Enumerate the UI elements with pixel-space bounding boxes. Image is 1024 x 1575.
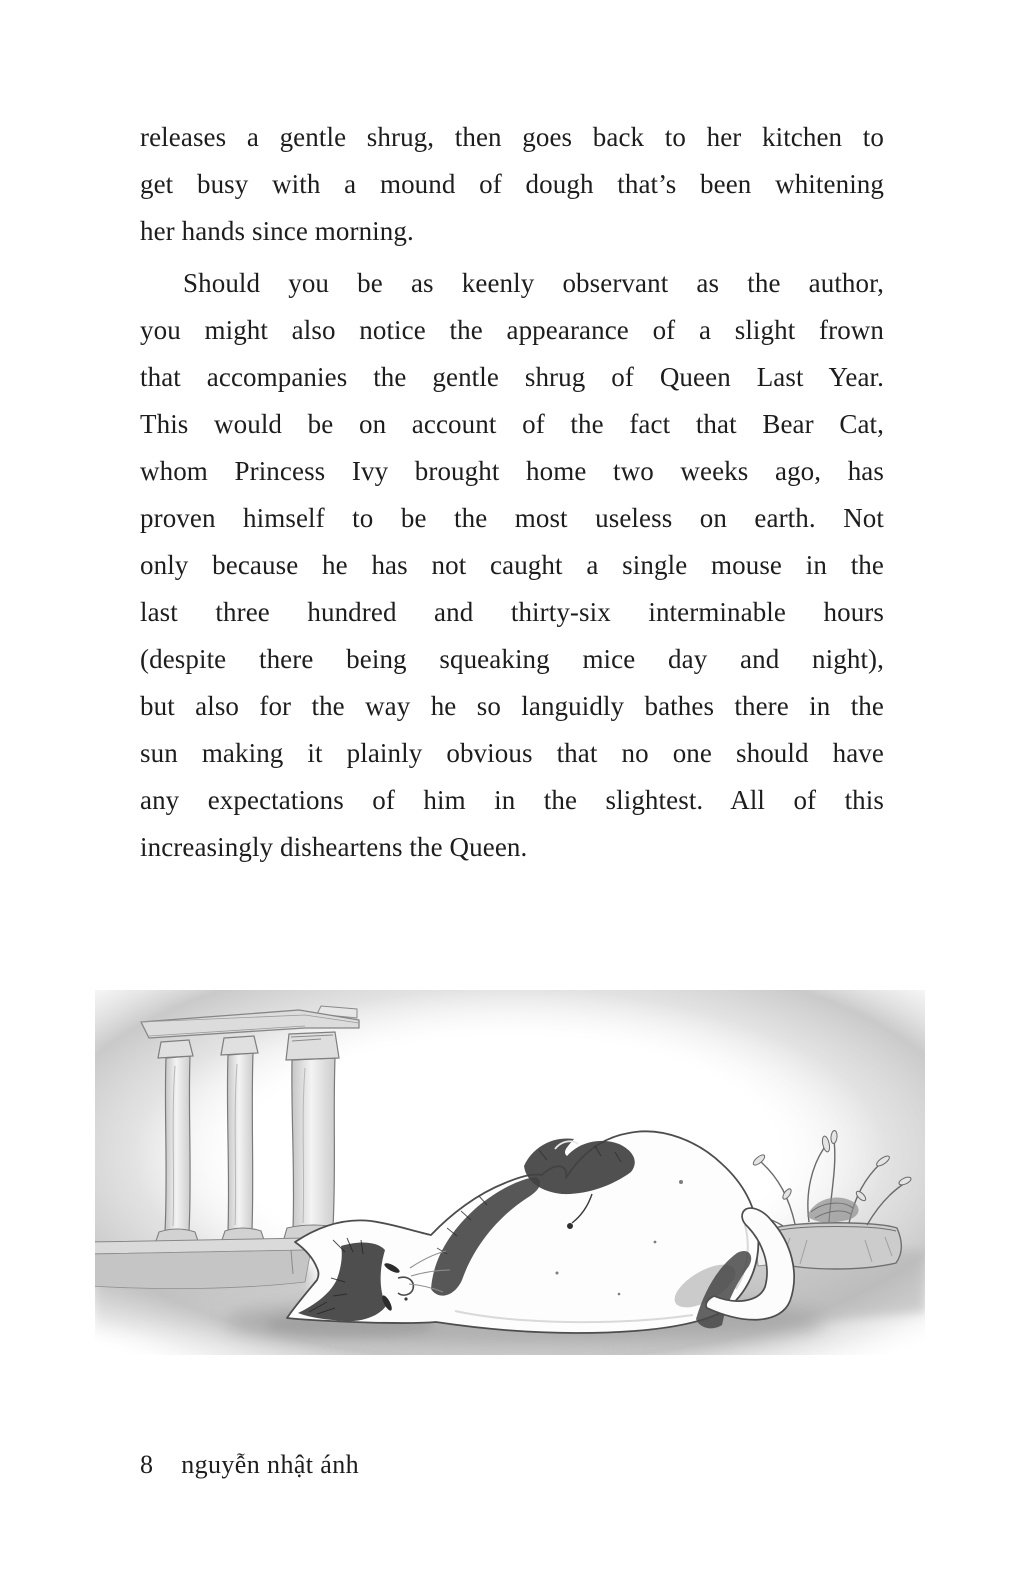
text-line: releases a gentle shrug, then goes back to her kitchen to xyxy=(140,122,884,152)
cat-illustration xyxy=(95,990,925,1355)
text-line: (despite there being squeaking mice day and night), xyxy=(140,644,884,674)
text-line: This would be on account of the fact that Bear Cat, xyxy=(140,409,884,439)
body-text xyxy=(140,114,884,871)
text-line: you might also notice the appearance of a slight frown xyxy=(140,315,884,345)
text-line: last three hundred and thirty-six interminable hours xyxy=(140,597,884,627)
text-line: sun making it plainly obvious that no one should have xyxy=(140,738,884,768)
page-number: 8 xyxy=(140,1450,154,1479)
text-line: that accompanies the gentle shrug of Queen Last Year. xyxy=(140,362,884,392)
text-line: increasingly disheartens the Queen. xyxy=(140,832,528,862)
text-line: proven himself to be the most useless on earth. Not xyxy=(140,503,884,533)
text-line: get busy with a mound of dough that’s been whitening xyxy=(140,169,884,199)
text-line: her hands since morning. xyxy=(140,216,414,246)
paragraph xyxy=(140,260,884,871)
text-line: only because he has not caught a single mouse in the xyxy=(140,550,884,580)
paragraph xyxy=(140,114,884,255)
text-line: Should you be as keenly observant as the author, xyxy=(183,268,884,298)
text-line: whom Princess Ivy brought home two weeks ago, has xyxy=(140,456,884,486)
running-footer-author: nguyễn nhật ánh xyxy=(181,1450,360,1479)
page-footer xyxy=(140,1447,359,1483)
text-line: any expectations of him in the slightest. All of this xyxy=(140,785,884,815)
text-line: but also for the way he so languidly bathes there in the xyxy=(140,691,884,721)
